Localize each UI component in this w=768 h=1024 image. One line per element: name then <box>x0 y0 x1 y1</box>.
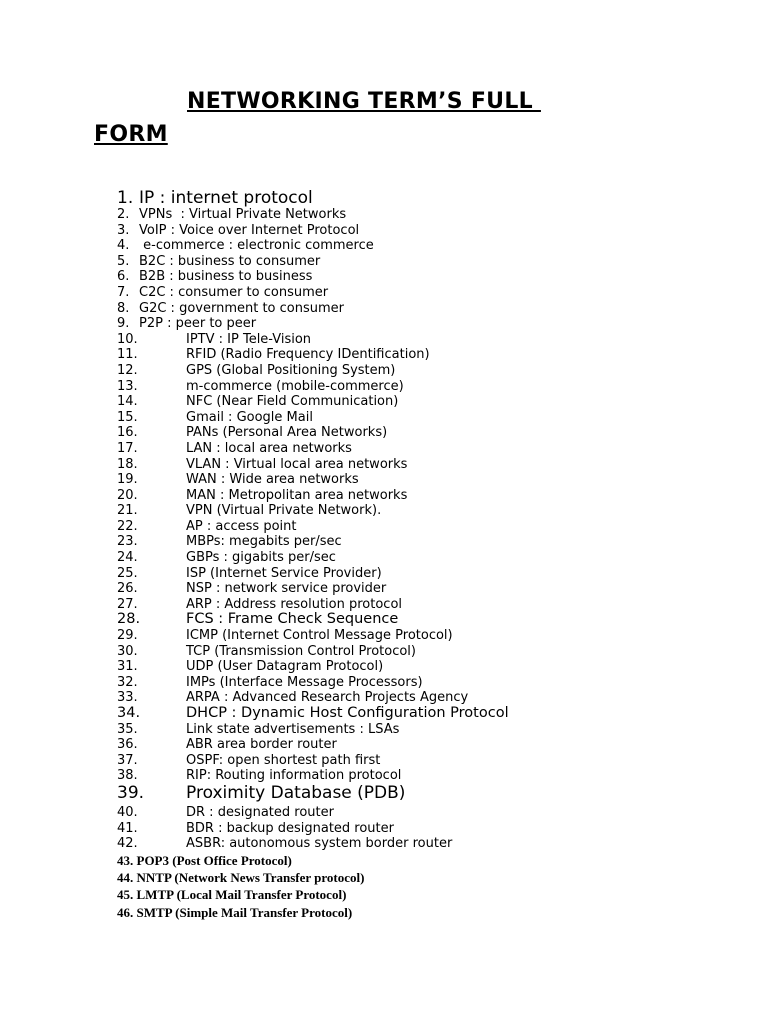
list-item-text: IMPs (Interface Message Processors) <box>186 674 423 690</box>
list-item-text: MAN : Metropolitan area networks <box>186 487 408 503</box>
list-item-text: NFC (Near Field Communication) <box>186 394 399 410</box>
list-item-number: 10. <box>117 331 138 347</box>
list-item-number: 34. <box>117 705 141 721</box>
list-item <box>117 189 737 207</box>
list-item-number: 6. <box>117 269 130 285</box>
list-item-text: ISP (Internet Service Provider) <box>186 565 382 581</box>
list-item-text: C2C : consumer to consumer <box>139 284 329 300</box>
list-item-number: 39. <box>117 782 145 803</box>
list-item-number: 37. <box>117 752 138 768</box>
list-item-number: 25. <box>117 565 138 581</box>
list-item-text: OSPF: open shortest path first <box>186 752 381 768</box>
list-item <box>117 784 737 805</box>
list-item-text: POP3 (Post Office Protocol) <box>136 852 292 868</box>
list-item-number: 35. <box>117 721 138 737</box>
list-item-text: LMTP (Local Mail Transfer Protocol) <box>136 887 347 903</box>
list-item-number: 14. <box>117 394 138 410</box>
list-item <box>117 805 737 821</box>
list-item-text: MBPs: megabits per/sec <box>186 534 342 550</box>
list-item-text: ABR area border router <box>186 737 337 753</box>
list-item <box>117 550 737 566</box>
list-item-number: 24. <box>117 550 138 566</box>
list-item <box>117 768 737 784</box>
list-item-text: VLAN : Virtual local area networks <box>186 456 408 472</box>
list-item <box>117 223 737 239</box>
list-item <box>117 254 737 270</box>
list-item-number: 40. <box>117 804 138 820</box>
list-item-text: GPS (Global Positioning System) <box>186 362 396 378</box>
list-item-number: 43. <box>117 852 134 868</box>
list-item <box>117 597 737 613</box>
list-item-text: IP : internet protocol <box>139 188 313 208</box>
list-item-number: 41. <box>117 820 138 836</box>
list-item <box>117 904 737 921</box>
list-item <box>117 347 737 363</box>
list-item <box>117 410 737 426</box>
list-item-number: 21. <box>117 503 138 519</box>
list-item <box>117 566 737 582</box>
list-item-number: 44. <box>117 870 134 886</box>
list-item-text: ASBR: autonomous system border router <box>186 836 453 852</box>
list-item <box>117 722 737 738</box>
list-item-number: 12. <box>117 362 138 378</box>
list-item-number: 42. <box>117 836 138 852</box>
document-title-line-1: NETWORKING TERM’S FULL <box>187 89 541 114</box>
list-item-number: 8. <box>117 300 130 316</box>
list-item <box>117 316 737 332</box>
list-item <box>117 488 737 504</box>
list-item-text: ARP : Address resolution protocol <box>186 596 403 612</box>
list-item-number: 11. <box>117 347 138 363</box>
list-item-text: UDP (User Datagram Protocol) <box>186 659 384 675</box>
list-item <box>117 612 737 628</box>
list-item-number: 22. <box>117 518 138 534</box>
list-item-number: 38. <box>117 768 138 784</box>
list-item <box>117 581 737 597</box>
list-item-text: GBPs : gigabits per/sec <box>186 550 336 566</box>
list-item-number: 19. <box>117 472 138 488</box>
list-item-number: 29. <box>117 628 138 644</box>
terms-list <box>117 189 737 921</box>
list-item-number: 16. <box>117 425 138 441</box>
list-item-text: Proximity Database (PDB) <box>186 782 406 803</box>
list-item-text: P2P : peer to peer <box>139 316 257 332</box>
list-item <box>117 285 737 301</box>
list-item-number: 15. <box>117 409 138 425</box>
list-item-number: 27. <box>117 596 138 612</box>
list-item-text: VoIP : Voice over Internet Protocol <box>139 222 360 238</box>
list-item-number: 13. <box>117 378 138 394</box>
list-item-number: 46. <box>117 904 134 920</box>
list-item-text: VPN (Virtual Private Network). <box>186 503 382 519</box>
list-item-number: 26. <box>117 581 138 597</box>
list-item-text: B2C : business to consumer <box>139 253 321 269</box>
list-item-text: G2C : government to consumer <box>139 300 344 316</box>
list-item <box>117 821 737 837</box>
list-item-number: 9. <box>117 316 130 332</box>
list-item <box>117 441 737 457</box>
list-item-text: WAN : Wide area networks <box>186 472 359 488</box>
list-item <box>117 363 737 379</box>
list-item <box>117 706 737 722</box>
list-item <box>117 675 737 691</box>
list-item-text: RFID (Radio Frequency IDentification) <box>186 347 430 363</box>
list-item-text: DHCP : Dynamic Host Configuration Protocol <box>186 705 509 721</box>
list-item <box>117 644 737 660</box>
list-item-text: e-commerce : electronic commerce <box>139 238 374 254</box>
list-item <box>117 457 737 473</box>
list-item-text: m-commerce (mobile-commerce) <box>186 378 404 394</box>
list-item-number: 5. <box>117 253 130 269</box>
list-item-number: 32. <box>117 674 138 690</box>
list-item <box>117 394 737 410</box>
list-item-text: Link state advertisements : LSAs <box>186 721 400 737</box>
list-item <box>117 503 737 519</box>
list-item <box>117 534 737 550</box>
list-item-text: TCP (Transmission Control Protocol) <box>186 643 416 659</box>
list-item <box>117 628 737 644</box>
list-item-text: Gmail : Google Mail <box>186 409 313 425</box>
list-item-number: 1. <box>117 188 134 208</box>
list-item-text: RIP: Routing information protocol <box>186 768 402 784</box>
list-item-number: 33. <box>117 690 138 706</box>
list-item <box>117 886 737 903</box>
list-item-number: 7. <box>117 284 130 300</box>
list-item-number: 20. <box>117 487 138 503</box>
list-item-text: DR : designated router <box>186 804 334 820</box>
list-item-number: 28. <box>117 611 141 628</box>
list-item <box>117 472 737 488</box>
list-item-text: B2B : business to business <box>139 269 313 285</box>
list-item-number: 31. <box>117 659 138 675</box>
list-item-number: 4. <box>117 238 130 254</box>
list-item-text: VPNs : Virtual Private Networks <box>139 207 347 222</box>
list-item <box>117 659 737 675</box>
list-item-text: NNTP (Network News Transfer protocol) <box>136 870 365 886</box>
list-item-text: ICMP (Internet Control Message Protocol) <box>186 628 453 644</box>
list-item <box>117 753 737 769</box>
list-item <box>117 269 737 285</box>
list-item <box>117 332 737 348</box>
list-item-number: 17. <box>117 440 138 456</box>
list-item-number: 36. <box>117 737 138 753</box>
list-item-number: 18. <box>117 456 138 472</box>
list-item <box>117 207 737 223</box>
list-item <box>117 379 737 395</box>
list-item <box>117 852 737 869</box>
list-item-number: 30. <box>117 643 138 659</box>
list-item-number: 2. <box>117 207 130 222</box>
list-item-number: 3. <box>117 222 130 238</box>
list-item-text: LAN : local area networks <box>186 440 352 456</box>
list-item <box>117 869 737 886</box>
list-item <box>117 519 737 535</box>
list-item-text: IPTV : IP Tele-Vision <box>186 331 312 347</box>
list-item-text: NSP : network service provider <box>186 581 387 597</box>
list-item <box>117 690 737 706</box>
list-item-text: ARPA : Advanced Research Projects Agency <box>186 690 469 706</box>
list-item-text: PANs (Personal Area Networks) <box>186 425 388 441</box>
list-item-text: BDR : backup designated router <box>186 820 394 836</box>
list-item-text: FCS : Frame Check Sequence <box>186 611 399 628</box>
list-item-number: 45. <box>117 887 134 903</box>
list-item-number: 23. <box>117 534 138 550</box>
list-item-text: AP : access point <box>186 518 297 534</box>
list-item-text: SMTP (Simple Mail Transfer Protocol) <box>136 904 353 920</box>
list-item <box>117 425 737 441</box>
list-item <box>117 836 737 852</box>
list-item <box>117 238 737 254</box>
document-title-line-2: FORM <box>94 122 168 147</box>
list-item <box>117 301 737 317</box>
list-item <box>117 737 737 753</box>
